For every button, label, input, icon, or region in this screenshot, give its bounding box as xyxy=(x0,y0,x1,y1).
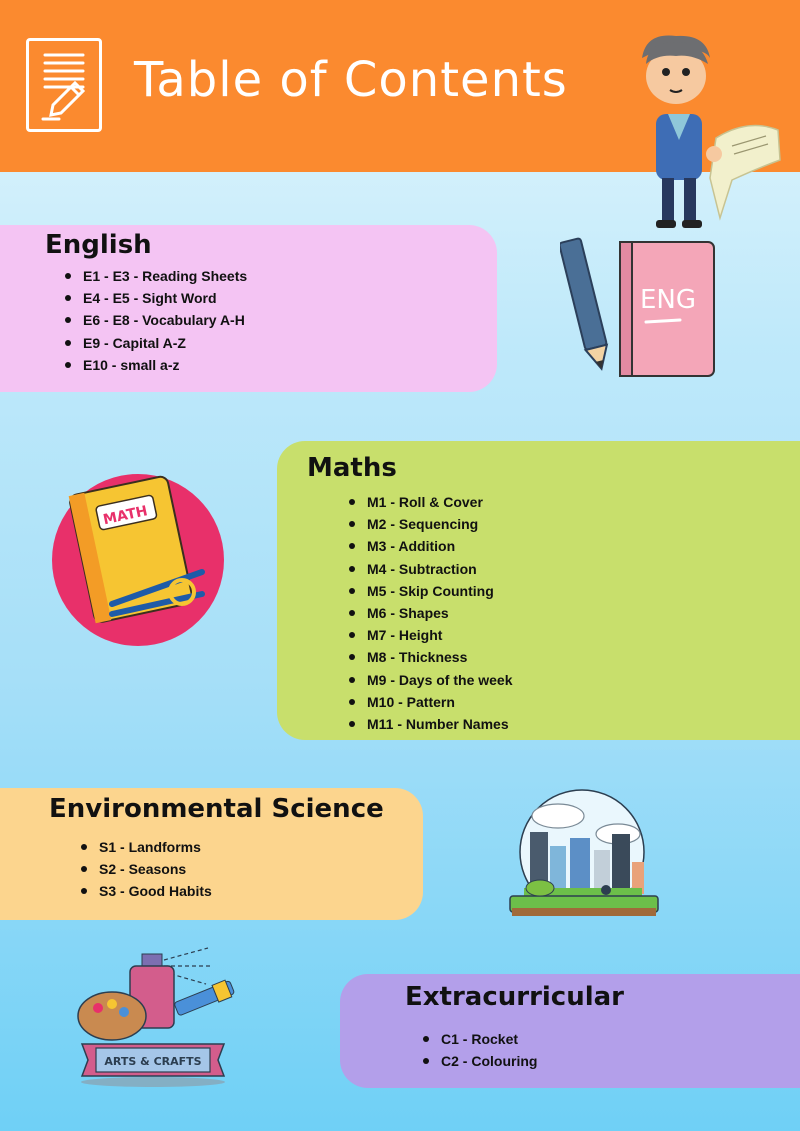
maths-item: M1 - Roll & Cover xyxy=(367,491,513,513)
arts-banner-label: ARTS & CRAFTS xyxy=(104,1055,202,1068)
english-list xyxy=(83,265,247,376)
maths-item: M4 - Subtraction xyxy=(367,558,513,580)
evs-item: S3 - Good Habits xyxy=(99,880,212,902)
evs-heading: Environmental Science xyxy=(49,794,384,824)
page-title: Table of Contents xyxy=(134,52,568,108)
arts-and-crafts-illustration xyxy=(68,944,238,1090)
math-book-compass-illustration xyxy=(52,464,227,649)
evs-list xyxy=(99,836,212,903)
english-item: E4 - E5 - Sight Word xyxy=(83,287,247,309)
eng-book-label: ENG xyxy=(640,285,697,315)
english-heading: English xyxy=(45,230,152,260)
english-item: E1 - E3 - Reading Sheets xyxy=(83,265,247,287)
maths-item: M11 - Number Names xyxy=(367,713,513,735)
extracurricular-section-card xyxy=(340,974,800,1088)
math-book-label: MATH xyxy=(101,503,150,529)
eng-book-pencil-illustration xyxy=(560,232,720,382)
maths-item: M8 - Thickness xyxy=(367,646,513,668)
maths-item: M2 - Sequencing xyxy=(367,513,513,535)
extracurricular-heading: Extracurricular xyxy=(405,982,625,1012)
maths-heading: Maths xyxy=(307,453,397,483)
evs-item: S2 - Seasons xyxy=(99,858,212,880)
maths-list xyxy=(367,491,513,735)
maths-item: M9 - Days of the week xyxy=(367,669,513,691)
maths-item: M6 - Shapes xyxy=(367,602,513,624)
extracurricular-item: C1 - Rocket xyxy=(441,1028,537,1050)
english-section-card xyxy=(0,225,497,392)
maths-section-card xyxy=(277,441,800,740)
english-item: E6 - E8 - Vocabulary A-H xyxy=(83,309,247,331)
teacher-illustration xyxy=(628,28,788,233)
maths-item: M5 - Skip Counting xyxy=(367,580,513,602)
maths-item: M7 - Height xyxy=(367,624,513,646)
document-edit-icon xyxy=(26,38,102,132)
maths-item: M10 - Pattern xyxy=(367,691,513,713)
maths-item: M3 - Addition xyxy=(367,535,513,557)
extracurricular-item: C2 - Colouring xyxy=(441,1050,537,1072)
environmental-science-section-card xyxy=(0,788,423,920)
extracurricular-list xyxy=(441,1028,537,1072)
evs-item: S1 - Landforms xyxy=(99,836,212,858)
english-item: E10 - small a-z xyxy=(83,354,247,376)
city-snow-globe-illustration xyxy=(500,780,665,920)
english-item: E9 - Capital A-Z xyxy=(83,332,247,354)
